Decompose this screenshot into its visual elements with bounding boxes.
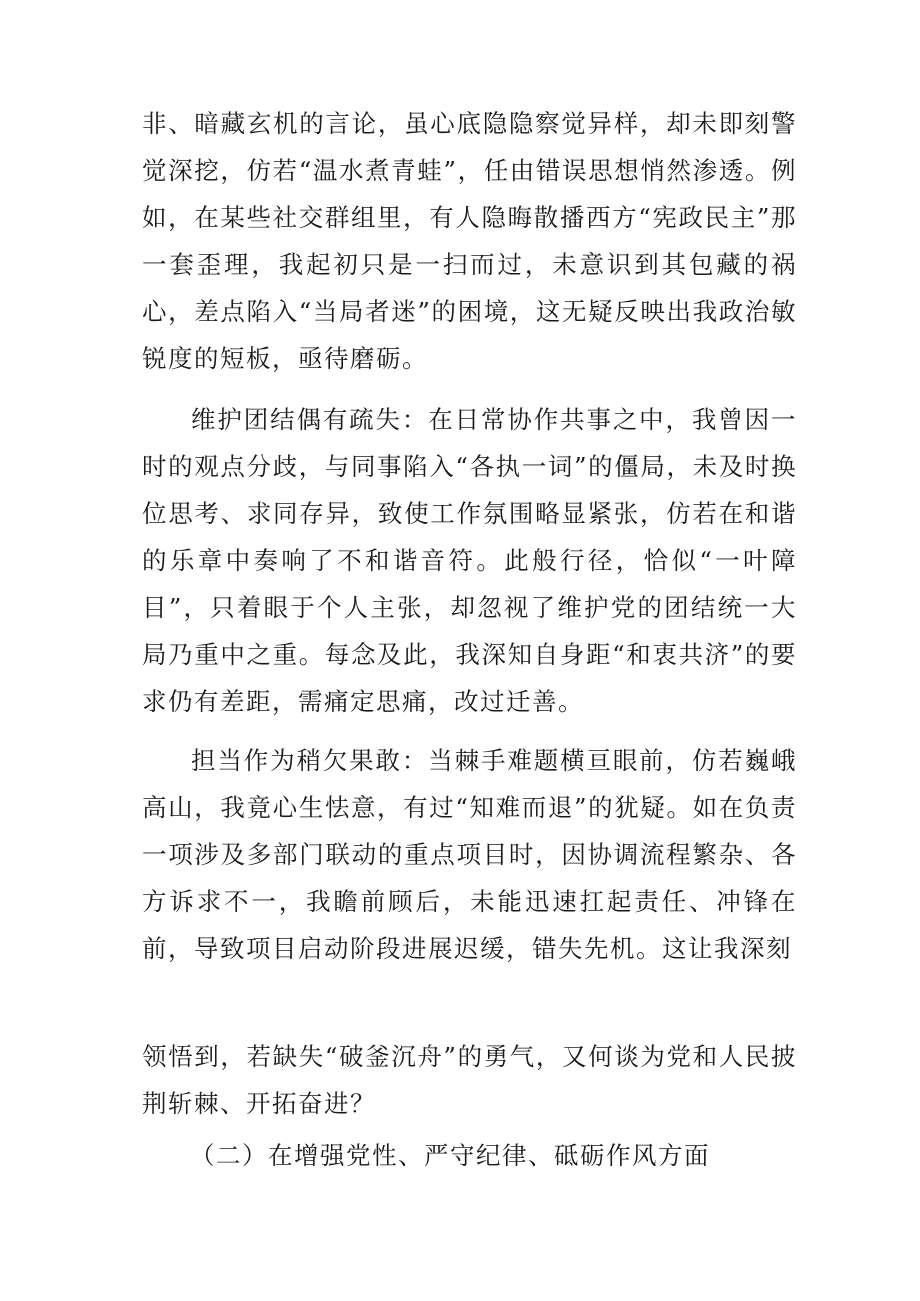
paragraph-responsibility-continued: 领悟到，若缺失“破釜沉舟”的勇气，又何谈为党和人民披荆斩棘、开拓奋进？ (142, 1042, 797, 1118)
section-heading: （二）在增强党性、严守纪律、砥砺作风方面 (190, 1141, 710, 1170)
paragraph-political-sensitivity: 非、暗藏玄机的言论，虽心底隐隐察觉异样，却未即刻警觉深挖，仿若“温水煮青蛙”，任由错误思想悄然渗透。例如，在某些社交群组里，有人隐晦散播西方“宪政民主”那一套歪理，我起初只是一扫而过，未意识到其包藏的祸心，差点陷入“当局者迷”的困境，这无疑反映出我政治敏锐度的短板，亟待磨砺。 (142, 109, 797, 373)
paragraph-unity: 维护团结偶有疏失：在日常协作共事之中，我曾因一时的观点分歧，与同事陷入“各执一词”的僵局，未及时换位思考、求同存异，致使工作氛围略显紧张，仿若在和谐的乐章中奏响了不和谐音符。此般行径，恰似“一叶障目”，只着眼于个人主张，却忽视了维护党的团结统一大局乃重中之重。每念及此，我深知自身距“和衷共济”的要求仍有差距，需痛定思痛，改过迁善。 (142, 405, 797, 716)
paragraph-responsibility: 担当作为稍欠果敢：当棘手难题横亘眼前，仿若巍峨高山，我竟心生怯意，有过“知难而退”的犹疑。如在负责一项涉及多部门联动的重点项目时，因协调流程繁杂、各方诉求不一，我瞻前顾后，未能迅速扛起责任、冲锋在前，导致项目启动阶段进展迟缓，错失先机。这让我深刻 (142, 746, 797, 963)
